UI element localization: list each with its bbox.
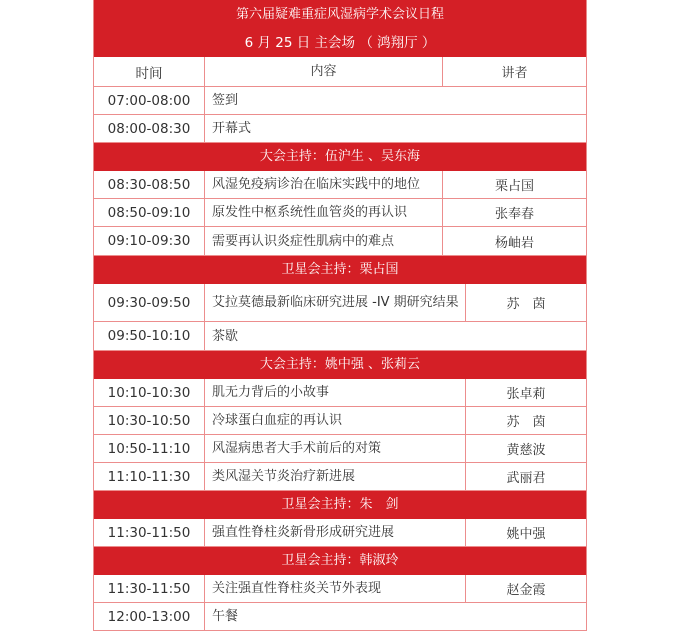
row-time: 07:00-08:00 <box>94 87 205 114</box>
table-row <box>93 87 587 115</box>
row-speaker: 杨岫岩 <box>442 227 586 255</box>
table-row <box>93 435 587 463</box>
row-topic: 类风湿关节炎治疗新进展 <box>212 469 356 484</box>
table-row <box>93 379 587 407</box>
row-topic: 签到 <box>212 93 239 108</box>
row-speaker: 苏 茵 <box>465 284 586 321</box>
row-topic: 原发性中枢系统性血管炎的再认识 <box>212 205 408 220</box>
row-time: 09:30-09:50 <box>94 284 205 321</box>
table-row <box>93 284 587 322</box>
table-row <box>93 115 587 143</box>
table-row <box>93 407 587 435</box>
row-topic: 冷球蛋白血症的再认识 <box>212 413 343 428</box>
row-time: 09:10-09:30 <box>94 227 205 255</box>
row-time: 08:50-09:10 <box>94 199 205 226</box>
row-time: 11:30-11:50 <box>94 575 205 602</box>
row-topic: 需要再认识炎症性肌病中的难点 <box>212 233 395 249</box>
row-speaker: 姚中强 <box>465 519 586 546</box>
row-topic: 肌无力背后的小故事 <box>212 385 330 400</box>
row-time: 08:30-08:50 <box>94 171 205 198</box>
schedule-title: 第六届疑难重症风湿病学术会议日程 <box>93 0 587 29</box>
table-row <box>93 519 587 547</box>
row-time: 11:30-11:50 <box>94 519 205 546</box>
table-header <box>93 57 587 87</box>
section-host: 卫星会主持：韩淑玲 <box>93 547 587 575</box>
section-host: 大会主持：伍沪生 、吴东海 <box>93 143 587 171</box>
header-time: 时间 <box>94 57 205 86</box>
section-host: 卫星会主持：朱 剑 <box>93 491 587 519</box>
row-topic: 风湿病患者大手术前后的对策 <box>212 441 382 456</box>
schedule-subtitle: 6 月 25 日 主会场 （ 鸿翔厅 ） <box>93 29 587 57</box>
row-topic: 强直性脊柱炎新骨形成研究进展 <box>212 525 395 540</box>
row-time: 10:50-11:10 <box>94 435 205 462</box>
section-host: 卫星会主持：栗占国 <box>93 256 587 284</box>
row-topic: 开幕式 <box>212 121 252 136</box>
row-topic: 关注强直性脊柱炎关节外表现 <box>212 581 382 596</box>
table-row <box>93 575 587 603</box>
row-time: 10:30-10:50 <box>94 407 205 434</box>
schedule-table <box>93 0 587 631</box>
row-speaker: 栗占国 <box>442 171 586 198</box>
table-row <box>93 463 587 491</box>
header-topic: 内容 <box>310 64 337 79</box>
row-speaker: 张卓莉 <box>465 379 586 406</box>
header-speaker: 讲者 <box>442 57 586 86</box>
row-speaker: 苏 茵 <box>465 407 586 434</box>
row-topic: 茶歇 <box>212 328 239 344</box>
table-row <box>93 199 587 227</box>
row-time: 08:00-08:30 <box>94 115 205 142</box>
table-row <box>93 171 587 199</box>
row-topic: 午餐 <box>212 609 239 624</box>
row-time: 12:00-13:00 <box>94 603 205 630</box>
row-time: 09:50-10:10 <box>94 322 205 350</box>
row-speaker: 武丽君 <box>465 463 586 490</box>
table-row <box>93 227 587 256</box>
section-host: 大会主持：姚中强 、张莉云 <box>93 351 587 379</box>
row-topic: 艾拉莫德最新临床研究进展 -IV 期研究结果 <box>212 295 459 310</box>
row-topic: 风湿免疫病诊治在临床实践中的地位 <box>212 177 421 192</box>
table-row <box>93 322 587 351</box>
row-time: 11:10-11:30 <box>94 463 205 490</box>
row-speaker: 黄慈波 <box>465 435 586 462</box>
row-speaker: 赵金霞 <box>465 575 586 602</box>
row-speaker: 张奉春 <box>442 199 586 226</box>
row-time: 10:10-10:30 <box>94 379 205 406</box>
